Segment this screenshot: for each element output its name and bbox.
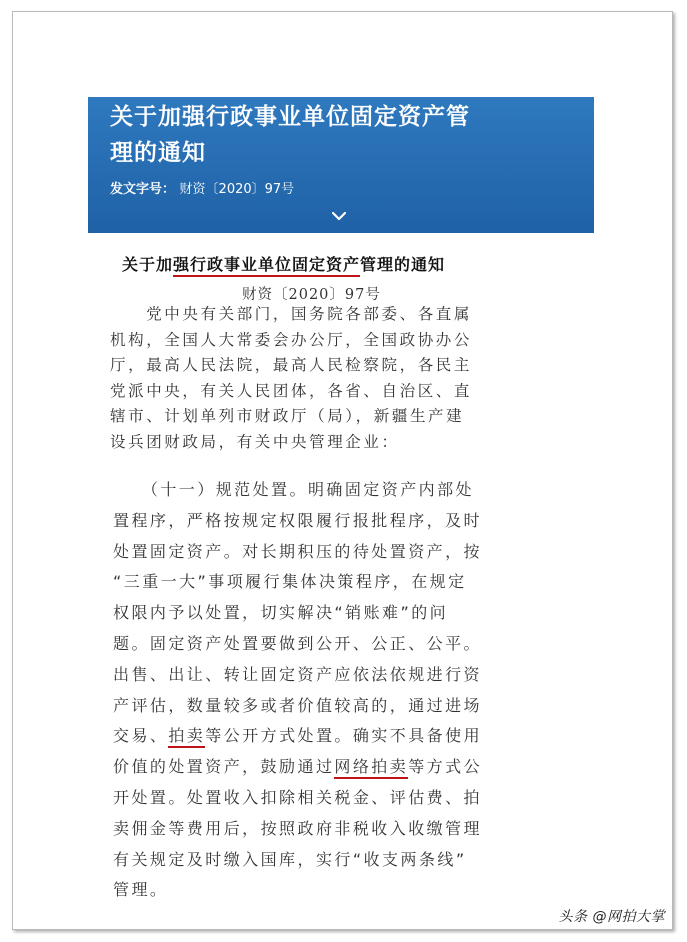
paragraph-line: 出售、出让、转让固定资产应依法依规进行资 [113, 664, 483, 684]
document-number: 财资〔2020〕97号 [242, 287, 381, 303]
paragraph-line: 开处置。处置收入扣除相关税金、评估费、拍 [113, 787, 483, 807]
line-text: 价值的处置资产，鼓励通过 [113, 757, 335, 777]
paragraph-line: 权限内予以处置，切实解决“销账难”的问 [113, 603, 449, 623]
chevron-down-icon[interactable] [332, 209, 346, 223]
underlined-online-auction: 网络拍卖 [334, 757, 409, 777]
underlined-auction: 拍卖 [168, 726, 206, 746]
title-text-end: 管理的通知 [360, 255, 446, 274]
meta-label: 发文字号： [110, 182, 176, 197]
banner-title-line-1: 关于加强行政事业单位固定资产管 [110, 104, 470, 130]
document-title [122, 252, 582, 275]
line-text: 等方式公 [408, 757, 483, 777]
header-banner [88, 97, 594, 233]
paragraph-line: 处置固定资产。对长期积压的待处置资产，按 [113, 541, 483, 561]
paragraph-line: 题。固定资产处置要做到公开、公正、公平。 [113, 633, 483, 653]
recipients-line: 辖市、计划单列市财政厅（局），新疆生产建 [110, 407, 465, 425]
paragraph-line: “三重一大”事项履行集体决策程序，在规定 [113, 572, 467, 592]
paragraph-line [113, 721, 593, 752]
recipients-paragraph [110, 302, 580, 455]
paragraph-line: 产评估，数量较多或者价值较高的，通过进场 [113, 695, 483, 715]
paragraph-line: （十一）规范处置。明确固定资产内部处 [113, 480, 475, 499]
title-text-start: 关于加 [122, 255, 174, 274]
paragraph-line: 置程序，严格按规定权限履行报批程序，及时 [113, 510, 483, 530]
paragraph-line [113, 752, 593, 783]
source-watermark: 头条 @网拍大掌 [558, 909, 665, 925]
recipients-line: 党派中央，有关人民团体，各省、自治区、直 [110, 381, 473, 400]
recipients-line: 设兵团财政局，有关中央管理企业： [110, 432, 400, 451]
recipients-line: 党中央有关部门，国务院各部委、各直属 [110, 305, 473, 323]
line-text: 交易、 [113, 726, 169, 746]
line-text: 等公开方式处置。确实不具备使用 [205, 726, 483, 746]
paragraph-line: 有关规定及时缴入国库，实行“收支两条线” [113, 849, 467, 869]
recipients-line: 厅，最高人民法院，最高人民检察院，各民主 [110, 356, 473, 374]
document-number-meta [110, 178, 294, 197]
document-header [92, 240, 600, 465]
title-underlined-text: 强行政事业单位固定资产 [173, 255, 361, 274]
banner-title-line-2: 理的通知 [110, 140, 206, 166]
section-eleven-paragraph [113, 475, 593, 906]
paragraph-line: 管理。 [113, 880, 169, 900]
banner-title [110, 99, 580, 171]
meta-value: 财资〔2020〕97号 [179, 182, 295, 197]
recipients-line: 机构，全国人大常委会办公厅，全国政协办公 [110, 330, 473, 349]
paragraph-line: 卖佣金等费用后，按照政府非税收入收缴管理 [113, 818, 483, 838]
